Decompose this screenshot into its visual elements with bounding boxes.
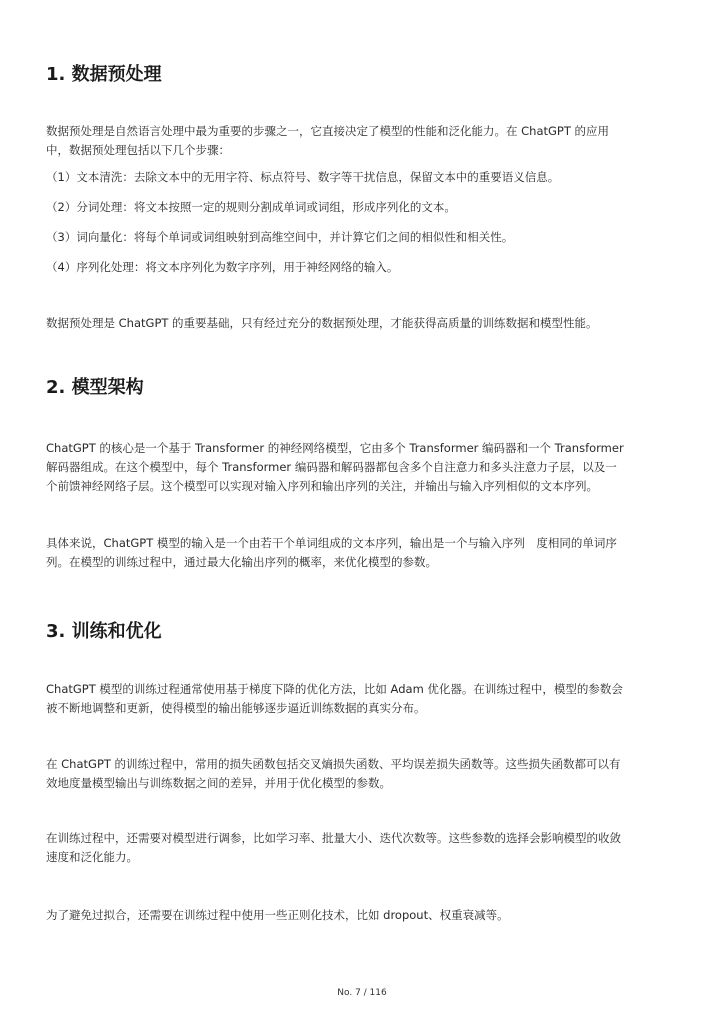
paragraph-line: 个前馈神经网络子层。这个模型可以实现对输入序列和输出序列的关注，并输出与输入序列相似的文本序列。: [46, 479, 598, 493]
paragraph-line: 被不断地调整和更新，使得模型的输出能够逐步逼近训练数据的真实分布。: [46, 701, 426, 715]
paragraph-line: 在 ChatGPT 的训练过程中，常用的损失函数包括交叉熵损失函数、平均误差损失函数等。这些损失函数都可以有: [46, 757, 621, 771]
paragraph-line: 为了避免过拟合，还需要在训练过程中使用一些正则化技术，比如 dropout、权重衰减等。: [46, 908, 509, 922]
section-heading: 1. 数据预处理: [46, 64, 162, 85]
paragraph-line: 列。在模型的训练过程中，通过最大化输出序列的概率，来优化模型的参数。: [46, 555, 437, 569]
list-item: （1）文本清洗：去除文本中的无用字符、标点符号、数字等干扰信息，保留文本中的重要语义信息。: [46, 170, 560, 184]
paragraph-line: 中，数据预处理包括以下几个步骤：: [46, 143, 230, 157]
paragraph-line: ChatGPT 模型的训练过程通常使用基于梯度下降的优化方法，比如 Adam 优化器。在训练过程中，模型的参数会: [46, 682, 623, 696]
paragraph-line: 数据预处理是自然语言处理中最为重要的步骤之一，它直接决定了模型的性能和泛化能力。在 ChatGPT 的应用: [46, 124, 610, 138]
paragraph-line: 在训练过程中，还需要对模型进行调参，比如学习率、批量大小、迭代次数等。这些参数的选择会影响模型的收敛: [46, 831, 621, 845]
list-item: （4）序列化处理：将文本序列化为数字序列，用于神经网络的输入。: [46, 260, 399, 274]
page-number: No. 7 / 116: [337, 988, 387, 998]
list-item: （3）词向量化：将每个单词或词组映射到高维空间中，并计算它们之间的相似性和相关性。: [46, 230, 514, 244]
paragraph-line: ChatGPT 的核心是一个基于 Transformer 的神经网络模型，它由多个 Transformer 编码器和一个 Transformer: [46, 441, 624, 455]
section-heading: 3. 训练和优化: [46, 621, 162, 642]
paragraph-line: 数据预处理是 ChatGPT 的重要基础，只有经过充分的数据预处理，才能获得高质量的训练数据和模型性能。: [46, 316, 598, 330]
list-item: （2）分词处理：将文本按照一定的规则分割成单词或词组，形成序列化的文本。: [46, 200, 456, 214]
section-heading: 2. 模型架构: [46, 377, 144, 398]
paragraph-line: 速度和泛化能力。: [46, 850, 138, 864]
paragraph-line: 效地度量模型输出与训练数据之间的差异，并用于优化模型的参数。: [46, 776, 391, 790]
paragraph-line: 具体来说，ChatGPT 模型的输入是一个由若干个单词组成的文本序列，输出是一个与输入序列 度相同的单词序: [46, 536, 617, 550]
paragraph-line: 解码器组成。在这个模型中，每个 Transformer 编码器和解码器都包含多个自注意力和多头注意力子层，以及一: [46, 460, 617, 474]
